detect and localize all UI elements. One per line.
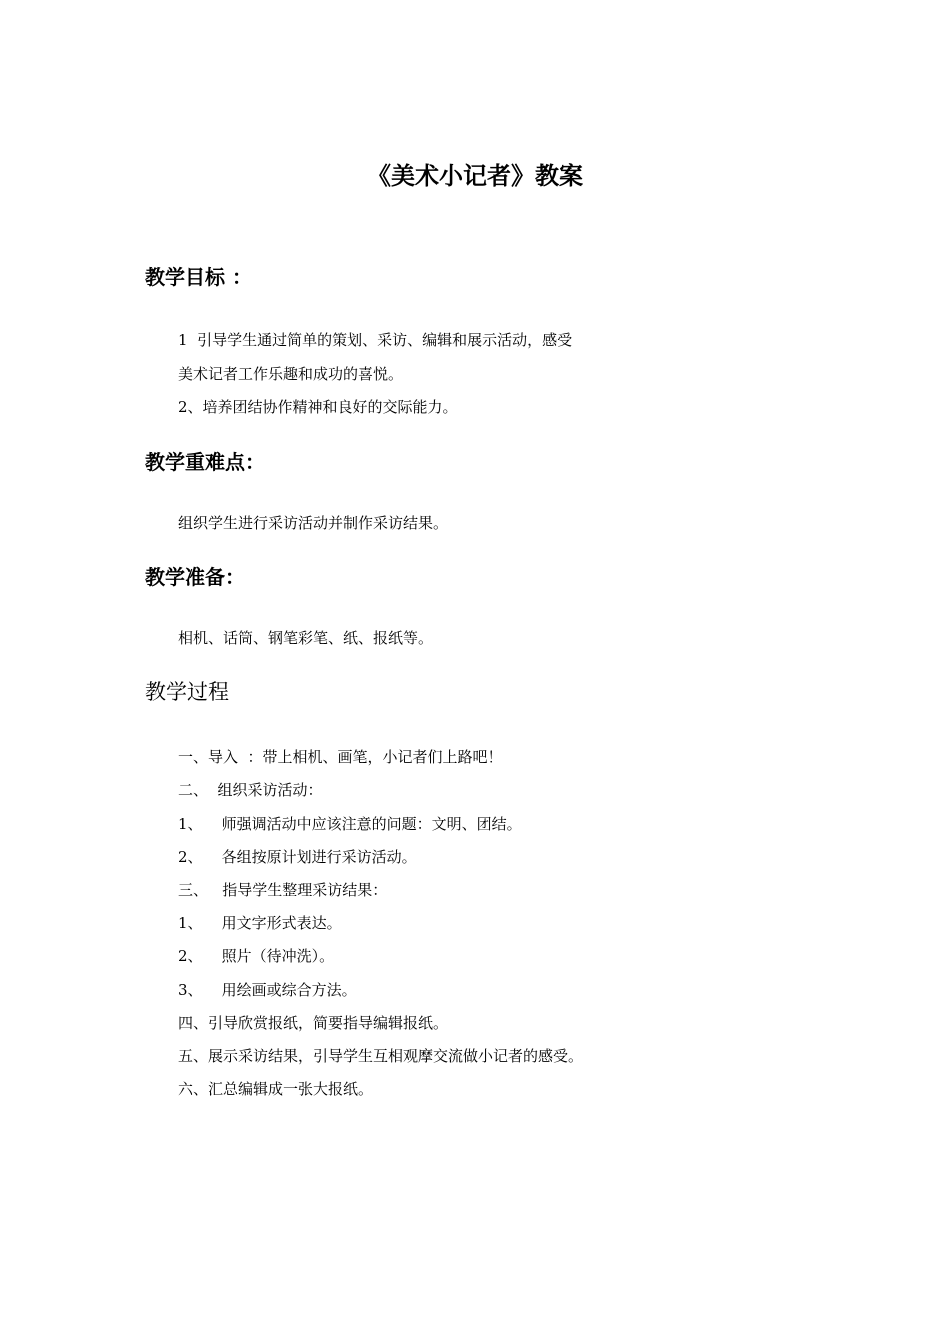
- key-points-line: 组织学生进行采访活动并制作采访结果。: [178, 514, 449, 532]
- section-heading-process: 教学过程: [145, 680, 229, 704]
- section-heading-objectives: 教学目标 ：: [145, 265, 252, 289]
- section-heading-preparation: 教学准备：: [145, 565, 245, 589]
- preparation-line: 相机、话筒、钢笔彩笔、纸、报纸等。: [178, 629, 434, 647]
- process-line: 2、 各组按原计划进行采访活动。: [178, 848, 417, 866]
- process-line: 一、导入 ：带上相机、画笔，小记者们上路吧！: [178, 748, 503, 766]
- process-line: 三、 指导学生整理采访结果：: [178, 881, 388, 899]
- document-title: 《美术小记者》教案: [367, 162, 583, 190]
- objective-line-1: 1 引导学生通过简单的策划、采访、编辑和展示活动，感受: [178, 331, 573, 349]
- process-line: 2、 照片（待冲洗）。: [178, 947, 335, 965]
- process-line: 四、引导欣赏报纸，简要指导编辑报纸。: [178, 1014, 449, 1032]
- section-heading-key-points: 教学重难点：: [145, 450, 265, 474]
- process-line: 五、展示采访结果，引导学生互相观摩交流做小记者的感受。: [178, 1047, 584, 1065]
- process-line: 六、汇总编辑成一张大报纸。: [178, 1080, 374, 1098]
- process-line: 1、 用文字形式表达。: [178, 914, 342, 932]
- process-line: 3、 用绘画或综合方法。: [178, 981, 357, 999]
- objective-line-2: 2、培养团结协作精神和良好的交际能力。: [178, 398, 458, 416]
- objective-line-1-cont: 美术记者工作乐趣和成功的喜悦。: [178, 365, 404, 383]
- process-line: 1、 师强调活动中应该注意的问题：文明、团结。: [178, 815, 522, 833]
- process-line: 二、 组织采访活动：: [178, 781, 323, 799]
